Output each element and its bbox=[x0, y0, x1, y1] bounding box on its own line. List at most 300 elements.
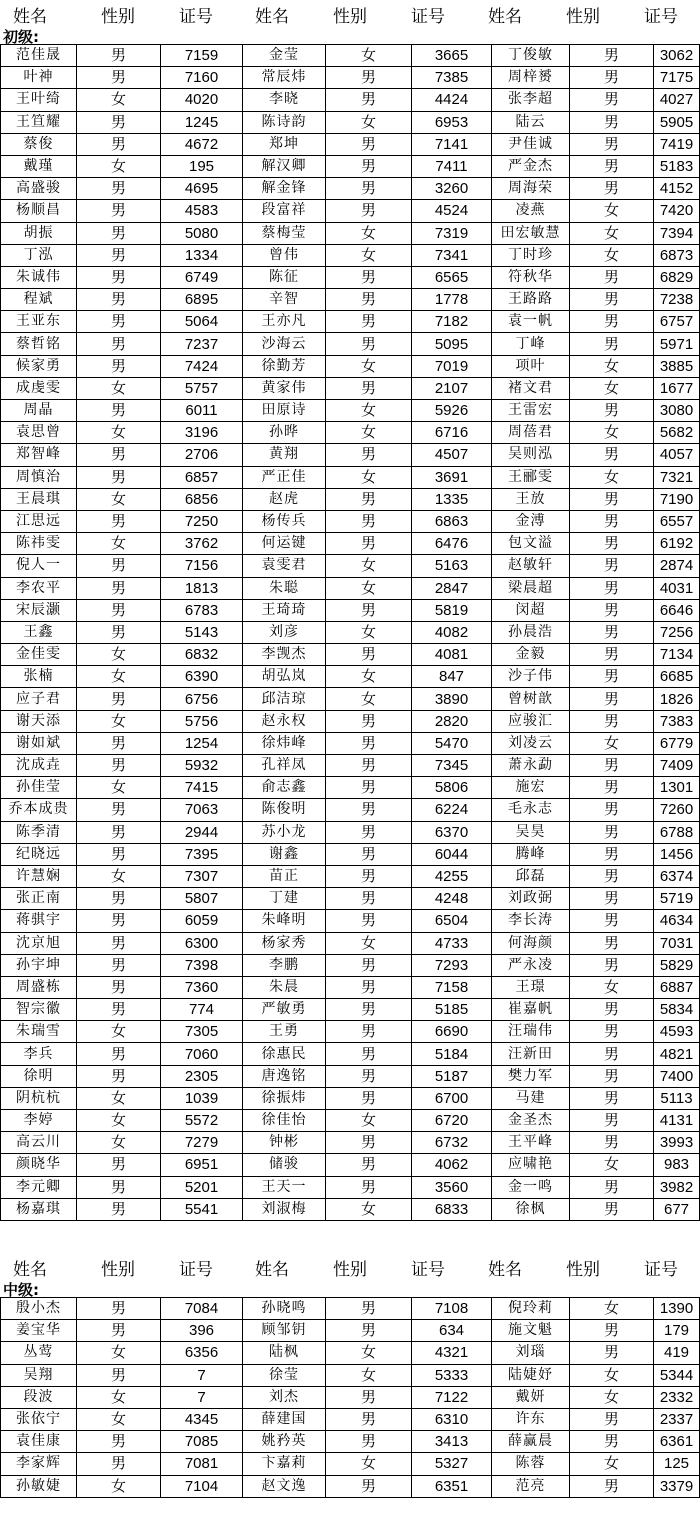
name-cell: 周海荣 bbox=[492, 178, 570, 200]
gender-cell: 男 bbox=[570, 1176, 654, 1198]
table-row bbox=[1, 1154, 700, 1176]
name-cell: 胡弘岚 bbox=[243, 666, 326, 688]
column-header: 证号 bbox=[179, 7, 213, 27]
name-cell: 李兵 bbox=[1, 1043, 77, 1065]
gender-cell: 男 bbox=[77, 1176, 161, 1198]
gender-cell: 男 bbox=[326, 710, 412, 732]
name-cell: 周梓赟 bbox=[492, 67, 570, 89]
cert-number-cell: 7398 bbox=[161, 954, 243, 976]
table-row bbox=[1, 45, 700, 67]
name-cell: 朱诚伟 bbox=[1, 266, 77, 288]
name-cell: 倪人一 bbox=[1, 555, 77, 577]
name-cell: 薛赢晨 bbox=[492, 1431, 570, 1453]
gender-cell: 男 bbox=[326, 865, 412, 887]
column-header: 证号 bbox=[644, 7, 678, 27]
name-cell: 徐振炜 bbox=[243, 1087, 326, 1109]
cert-number-cell: 7394 bbox=[654, 222, 700, 244]
cert-number-cell: 3379 bbox=[654, 1475, 700, 1497]
name-cell: 刘彦 bbox=[243, 621, 326, 643]
cert-number-cell: 5926 bbox=[412, 400, 492, 422]
column-header: 证号 bbox=[411, 1260, 445, 1280]
cert-number-cell: 6361 bbox=[654, 1431, 700, 1453]
name-cell: 袁思曾 bbox=[1, 422, 77, 444]
name-cell: 程斌 bbox=[1, 289, 77, 311]
name-cell: 吴昊 bbox=[492, 821, 570, 843]
cert-number-cell: 7 bbox=[161, 1364, 243, 1386]
cert-number-cell: 3885 bbox=[654, 355, 700, 377]
cert-number-cell: 1390 bbox=[654, 1298, 700, 1320]
gender-cell: 男 bbox=[326, 1132, 412, 1154]
gender-cell: 男 bbox=[77, 400, 161, 422]
name-cell: 徐莹 bbox=[243, 1364, 326, 1386]
name-cell: 赵敏轩 bbox=[492, 555, 570, 577]
cert-number-cell: 4593 bbox=[654, 1021, 700, 1043]
cert-number-cell: 5064 bbox=[161, 311, 243, 333]
table-row bbox=[1, 222, 700, 244]
cert-number-cell: 6863 bbox=[412, 510, 492, 532]
gender-cell: 女 bbox=[326, 932, 412, 954]
gender-cell: 女 bbox=[570, 976, 654, 998]
name-cell: 曾树歆 bbox=[492, 688, 570, 710]
name-cell: 俞志鑫 bbox=[243, 777, 326, 799]
name-cell: 赵文逸 bbox=[243, 1475, 326, 1497]
cert-number-cell: 1039 bbox=[161, 1087, 243, 1109]
cert-number-cell: 2820 bbox=[412, 710, 492, 732]
gender-cell: 男 bbox=[570, 888, 654, 910]
table-row bbox=[1, 1320, 700, 1342]
name-cell: 刘政弼 bbox=[492, 888, 570, 910]
cert-number-cell: 7420 bbox=[654, 200, 700, 222]
gender-cell: 女 bbox=[326, 422, 412, 444]
cert-number-cell: 1334 bbox=[161, 244, 243, 266]
gender-cell: 男 bbox=[570, 666, 654, 688]
gender-cell: 女 bbox=[570, 377, 654, 399]
column-header: 姓名 bbox=[13, 7, 47, 27]
cert-number-cell: 6690 bbox=[412, 1021, 492, 1043]
name-cell: 张李超 bbox=[492, 89, 570, 111]
table-row bbox=[1, 111, 700, 133]
cert-number-cell: 983 bbox=[654, 1154, 700, 1176]
name-cell: 王叶绮 bbox=[1, 89, 77, 111]
gender-cell: 男 bbox=[77, 555, 161, 577]
gender-cell: 男 bbox=[326, 133, 412, 155]
gender-cell: 男 bbox=[326, 67, 412, 89]
cert-number-cell: 5143 bbox=[161, 621, 243, 643]
name-cell: 郑坤 bbox=[243, 133, 326, 155]
name-cell: 许东 bbox=[492, 1408, 570, 1430]
gender-cell: 男 bbox=[77, 289, 161, 311]
gender-cell: 男 bbox=[570, 777, 654, 799]
name-cell: 孙宇坤 bbox=[1, 954, 77, 976]
name-cell: 陆婕妤 bbox=[492, 1364, 570, 1386]
name-cell: 蔡梅莹 bbox=[243, 222, 326, 244]
cert-number-cell: 7319 bbox=[412, 222, 492, 244]
gender-cell: 男 bbox=[570, 1431, 654, 1453]
name-cell: 尹佳诚 bbox=[492, 133, 570, 155]
table-row bbox=[1, 1132, 700, 1154]
name-cell: 朱晨 bbox=[243, 976, 326, 998]
name-cell: 徐炜峰 bbox=[243, 732, 326, 754]
table-row bbox=[1, 710, 700, 732]
cert-number-cell: 5819 bbox=[412, 599, 492, 621]
gender-cell: 女 bbox=[326, 45, 412, 67]
gender-cell: 男 bbox=[570, 111, 654, 133]
cert-number-cell: 4152 bbox=[654, 178, 700, 200]
gender-cell: 男 bbox=[77, 355, 161, 377]
cert-number-cell: 5333 bbox=[412, 1364, 492, 1386]
name-cell: 陈蓉 bbox=[492, 1453, 570, 1475]
table-row bbox=[1, 200, 700, 222]
name-cell: 李长涛 bbox=[492, 910, 570, 932]
gender-cell: 男 bbox=[77, 133, 161, 155]
name-cell: 叶神 bbox=[1, 67, 77, 89]
name-cell: 徐惠民 bbox=[243, 1043, 326, 1065]
table-row bbox=[1, 1198, 700, 1220]
gender-cell: 女 bbox=[570, 1364, 654, 1386]
cert-number-cell: 7256 bbox=[654, 621, 700, 643]
name-cell: 赵永权 bbox=[243, 710, 326, 732]
gender-cell: 女 bbox=[326, 666, 412, 688]
cert-number-cell: 4695 bbox=[161, 178, 243, 200]
cert-number-cell: 6757 bbox=[654, 311, 700, 333]
name-cell: 金一鸣 bbox=[492, 1176, 570, 1198]
name-cell: 蔡哲铭 bbox=[1, 333, 77, 355]
name-cell: 解汉卿 bbox=[243, 155, 326, 177]
cert-number-cell: 7 bbox=[161, 1386, 243, 1408]
name-cell: 段富祥 bbox=[243, 200, 326, 222]
cert-number-cell: 1813 bbox=[161, 577, 243, 599]
gender-cell: 女 bbox=[326, 1342, 412, 1364]
name-cell: 符秋华 bbox=[492, 266, 570, 288]
name-cell: 施宏 bbox=[492, 777, 570, 799]
cert-number-cell: 5541 bbox=[161, 1198, 243, 1220]
gender-cell: 男 bbox=[570, 1320, 654, 1342]
gender-cell: 男 bbox=[570, 1408, 654, 1430]
gender-cell: 男 bbox=[570, 510, 654, 532]
header-row bbox=[0, 0, 700, 44]
name-cell: 杨传兵 bbox=[243, 510, 326, 532]
gender-cell: 男 bbox=[570, 710, 654, 732]
gender-cell: 男 bbox=[326, 1408, 412, 1430]
name-cell: 王琦琦 bbox=[243, 599, 326, 621]
name-cell: 腾峰 bbox=[492, 843, 570, 865]
name-cell: 吴则泓 bbox=[492, 444, 570, 466]
name-cell: 成虔雯 bbox=[1, 377, 77, 399]
table-row bbox=[1, 732, 700, 754]
name-cell: 孙佳莹 bbox=[1, 777, 77, 799]
name-cell: 徐佳怡 bbox=[243, 1110, 326, 1132]
name-cell: 梁晨超 bbox=[492, 577, 570, 599]
cert-number-cell: 1456 bbox=[654, 843, 700, 865]
name-cell: 钟彬 bbox=[243, 1132, 326, 1154]
gender-cell: 男 bbox=[326, 821, 412, 843]
name-cell: 王平峰 bbox=[492, 1132, 570, 1154]
name-cell: 王笪耀 bbox=[1, 111, 77, 133]
cert-number-cell: 6779 bbox=[654, 732, 700, 754]
cert-number-cell: 6749 bbox=[161, 266, 243, 288]
name-cell: 黄家伟 bbox=[243, 377, 326, 399]
name-cell: 高盛骏 bbox=[1, 178, 77, 200]
name-cell: 王鑫 bbox=[1, 621, 77, 643]
gender-cell: 男 bbox=[326, 777, 412, 799]
table-row bbox=[1, 400, 700, 422]
cert-number-cell: 7134 bbox=[654, 644, 700, 666]
gender-cell: 男 bbox=[77, 621, 161, 643]
table-row bbox=[1, 865, 700, 887]
cert-number-cell: 7063 bbox=[161, 799, 243, 821]
gender-cell: 男 bbox=[326, 954, 412, 976]
table-row bbox=[1, 755, 700, 777]
name-cell: 毛永志 bbox=[492, 799, 570, 821]
table-row bbox=[1, 999, 700, 1021]
table-row bbox=[1, 954, 700, 976]
cert-number-cell: 634 bbox=[412, 1320, 492, 1342]
name-cell: 谢鑫 bbox=[243, 843, 326, 865]
cert-number-cell: 2847 bbox=[412, 577, 492, 599]
cert-number-cell: 4345 bbox=[161, 1408, 243, 1430]
cert-number-cell: 6059 bbox=[161, 910, 243, 932]
gender-cell: 女 bbox=[77, 422, 161, 444]
table-row bbox=[1, 422, 700, 444]
cert-number-cell: 7321 bbox=[654, 466, 700, 488]
gender-cell: 男 bbox=[570, 932, 654, 954]
cert-number-cell: 4057 bbox=[654, 444, 700, 466]
gender-cell: 女 bbox=[77, 644, 161, 666]
cert-number-cell: 6887 bbox=[654, 976, 700, 998]
gender-cell: 男 bbox=[77, 1198, 161, 1220]
name-cell: 张楠 bbox=[1, 666, 77, 688]
cert-number-cell: 5829 bbox=[654, 954, 700, 976]
cert-number-cell: 195 bbox=[161, 155, 243, 177]
cert-number-cell: 1335 bbox=[412, 488, 492, 510]
name-cell: 汪瑞伟 bbox=[492, 1021, 570, 1043]
cert-number-cell: 4248 bbox=[412, 888, 492, 910]
gender-cell: 男 bbox=[570, 1132, 654, 1154]
name-cell: 朱瑞雪 bbox=[1, 1021, 77, 1043]
cert-number-cell: 4255 bbox=[412, 865, 492, 887]
gender-cell: 女 bbox=[77, 710, 161, 732]
name-cell: 宋辰灏 bbox=[1, 599, 77, 621]
cert-number-cell: 4031 bbox=[654, 577, 700, 599]
name-cell: 袁一帆 bbox=[492, 311, 570, 333]
gender-cell: 男 bbox=[570, 266, 654, 288]
name-cell: 田原诗 bbox=[243, 400, 326, 422]
name-cell: 杨嘉琪 bbox=[1, 1198, 77, 1220]
name-cell: 朱峰明 bbox=[243, 910, 326, 932]
cert-number-cell: 5905 bbox=[654, 111, 700, 133]
gender-cell: 男 bbox=[326, 444, 412, 466]
cert-number-cell: 6504 bbox=[412, 910, 492, 932]
gender-cell: 男 bbox=[77, 510, 161, 532]
gender-cell: 男 bbox=[570, 444, 654, 466]
cert-number-cell: 5719 bbox=[654, 888, 700, 910]
cert-number-cell: 6700 bbox=[412, 1087, 492, 1109]
gender-cell: 女 bbox=[326, 466, 412, 488]
cert-number-cell: 6716 bbox=[412, 422, 492, 444]
gender-cell: 男 bbox=[326, 289, 412, 311]
header-row bbox=[0, 1253, 700, 1297]
gender-cell: 女 bbox=[570, 355, 654, 377]
name-cell: 唐逸铭 bbox=[243, 1065, 326, 1087]
gender-cell: 男 bbox=[570, 865, 654, 887]
table-row bbox=[1, 1176, 700, 1198]
gender-cell: 男 bbox=[326, 1386, 412, 1408]
name-cell: 朱聪 bbox=[243, 577, 326, 599]
name-cell: 何海颜 bbox=[492, 932, 570, 954]
gender-cell: 男 bbox=[326, 488, 412, 510]
gender-cell: 女 bbox=[326, 244, 412, 266]
cert-number-cell: 7400 bbox=[654, 1065, 700, 1087]
gender-cell: 男 bbox=[570, 1021, 654, 1043]
gender-cell: 女 bbox=[326, 555, 412, 577]
name-cell: 严永凌 bbox=[492, 954, 570, 976]
cert-number-cell: 3062 bbox=[654, 45, 700, 67]
name-cell: 应骏汇 bbox=[492, 710, 570, 732]
name-cell: 储骏 bbox=[243, 1154, 326, 1176]
name-cell: 陈俊明 bbox=[243, 799, 326, 821]
gender-cell: 男 bbox=[77, 599, 161, 621]
gender-cell: 女 bbox=[77, 488, 161, 510]
name-cell: 姚矜英 bbox=[243, 1431, 326, 1453]
gender-cell: 男 bbox=[326, 599, 412, 621]
table-row bbox=[1, 533, 700, 555]
gender-cell: 女 bbox=[77, 1408, 161, 1430]
cert-number-cell: 847 bbox=[412, 666, 492, 688]
name-cell: 李晓 bbox=[243, 89, 326, 111]
name-cell: 周晶 bbox=[1, 400, 77, 422]
cert-number-cell: 3890 bbox=[412, 688, 492, 710]
gender-cell: 男 bbox=[570, 89, 654, 111]
section-label: 中级: bbox=[3, 1281, 39, 1299]
cert-number-cell: 6833 bbox=[412, 1198, 492, 1220]
gender-cell: 女 bbox=[77, 1386, 161, 1408]
gender-cell: 男 bbox=[570, 599, 654, 621]
cert-number-cell: 7084 bbox=[161, 1298, 243, 1320]
name-cell: 田宏敏慧 bbox=[492, 222, 570, 244]
gender-cell: 男 bbox=[77, 1043, 161, 1065]
name-cell: 解金锋 bbox=[243, 178, 326, 200]
cert-number-cell: 7279 bbox=[161, 1132, 243, 1154]
cert-number-cell: 2337 bbox=[654, 1408, 700, 1430]
gender-cell: 女 bbox=[570, 1298, 654, 1320]
gender-cell: 男 bbox=[570, 954, 654, 976]
name-cell: 孙晔 bbox=[243, 422, 326, 444]
name-cell: 丁建 bbox=[243, 888, 326, 910]
cert-number-cell: 179 bbox=[654, 1320, 700, 1342]
gender-cell: 女 bbox=[77, 865, 161, 887]
gender-cell: 男 bbox=[77, 910, 161, 932]
cert-number-cell: 7081 bbox=[161, 1453, 243, 1475]
cert-number-cell: 2874 bbox=[654, 555, 700, 577]
gender-cell: 男 bbox=[326, 976, 412, 998]
cert-number-cell: 7341 bbox=[412, 244, 492, 266]
gender-cell: 女 bbox=[326, 1110, 412, 1132]
table-row bbox=[1, 932, 700, 954]
cert-number-cell: 7307 bbox=[161, 865, 243, 887]
name-cell: 邱磊 bbox=[492, 865, 570, 887]
gender-cell: 男 bbox=[77, 888, 161, 910]
name-cell: 辛智 bbox=[243, 289, 326, 311]
gender-cell: 男 bbox=[77, 688, 161, 710]
cert-number-cell: 4027 bbox=[654, 89, 700, 111]
gender-cell: 男 bbox=[570, 688, 654, 710]
name-cell: 凌燕 bbox=[492, 200, 570, 222]
name-cell: 王放 bbox=[492, 488, 570, 510]
cert-number-cell: 4062 bbox=[412, 1154, 492, 1176]
cert-number-cell: 4081 bbox=[412, 644, 492, 666]
name-cell: 周慎治 bbox=[1, 466, 77, 488]
gender-cell: 男 bbox=[77, 577, 161, 599]
cert-number-cell: 6685 bbox=[654, 666, 700, 688]
table-row bbox=[1, 799, 700, 821]
cert-number-cell: 4507 bbox=[412, 444, 492, 466]
name-cell: 许慧娴 bbox=[1, 865, 77, 887]
cert-number-cell: 6646 bbox=[654, 599, 700, 621]
gender-cell: 男 bbox=[77, 311, 161, 333]
name-cell: 丁泓 bbox=[1, 244, 77, 266]
table-row bbox=[1, 1087, 700, 1109]
cert-number-cell: 7383 bbox=[654, 710, 700, 732]
name-cell: 孙敏婕 bbox=[1, 1475, 77, 1497]
cert-number-cell: 2944 bbox=[161, 821, 243, 843]
name-cell: 薛建国 bbox=[243, 1408, 326, 1430]
table-row bbox=[1, 1364, 700, 1386]
cert-number-cell: 3080 bbox=[654, 400, 700, 422]
name-cell: 严金杰 bbox=[492, 155, 570, 177]
cert-number-cell: 2305 bbox=[161, 1065, 243, 1087]
name-cell: 胡振 bbox=[1, 222, 77, 244]
gender-cell: 男 bbox=[77, 1453, 161, 1475]
cert-number-cell: 1301 bbox=[654, 777, 700, 799]
cert-number-cell: 4321 bbox=[412, 1342, 492, 1364]
cert-number-cell: 6044 bbox=[412, 843, 492, 865]
gender-cell: 男 bbox=[570, 843, 654, 865]
gender-cell: 男 bbox=[570, 555, 654, 577]
cert-number-cell: 5344 bbox=[654, 1364, 700, 1386]
cert-number-cell: 7360 bbox=[161, 976, 243, 998]
table-row bbox=[1, 488, 700, 510]
cert-number-cell: 6895 bbox=[161, 289, 243, 311]
roster-table bbox=[0, 44, 700, 1221]
gender-cell: 男 bbox=[570, 577, 654, 599]
table-row bbox=[1, 599, 700, 621]
table-row bbox=[1, 843, 700, 865]
gender-cell: 男 bbox=[326, 1176, 412, 1198]
gender-cell: 男 bbox=[326, 311, 412, 333]
gender-cell: 男 bbox=[77, 755, 161, 777]
gender-cell: 男 bbox=[570, 1110, 654, 1132]
cert-number-cell: 7305 bbox=[161, 1021, 243, 1043]
name-cell: 闵超 bbox=[492, 599, 570, 621]
gender-cell: 女 bbox=[77, 89, 161, 111]
gender-cell: 男 bbox=[326, 1087, 412, 1109]
name-cell: 张依宁 bbox=[1, 1408, 77, 1430]
gender-cell: 男 bbox=[326, 333, 412, 355]
cert-number-cell: 419 bbox=[654, 1342, 700, 1364]
gender-cell: 男 bbox=[77, 1065, 161, 1087]
cert-number-cell: 6732 bbox=[412, 1132, 492, 1154]
column-header: 姓名 bbox=[13, 1260, 47, 1280]
table-row bbox=[1, 155, 700, 177]
cert-number-cell: 7085 bbox=[161, 1431, 243, 1453]
cert-number-cell: 6829 bbox=[654, 266, 700, 288]
gender-cell: 女 bbox=[77, 1132, 161, 1154]
name-cell: 阴杭杭 bbox=[1, 1087, 77, 1109]
gender-cell: 男 bbox=[570, 311, 654, 333]
name-cell: 江思远 bbox=[1, 510, 77, 532]
gender-cell: 男 bbox=[326, 1021, 412, 1043]
gender-cell: 男 bbox=[77, 954, 161, 976]
